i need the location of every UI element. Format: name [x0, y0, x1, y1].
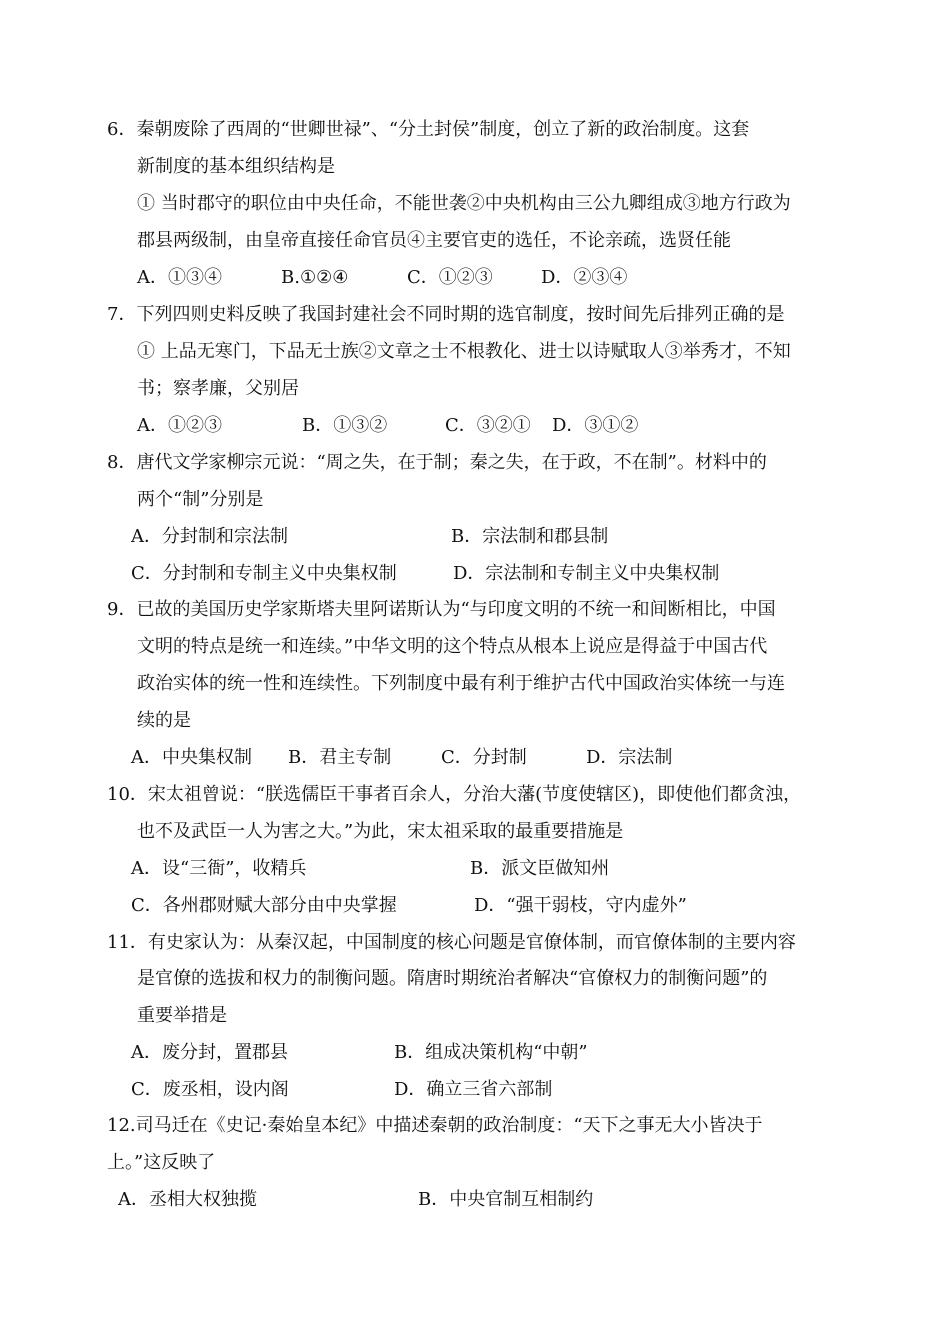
q9-stem-line-3: 政治实体的统一性和连续性。下列制度中最有利于维护古代中国政治实体统一与连	[137, 673, 785, 694]
q10-stem-line-2: 也不及武臣一人为害之大。”为此，宋太祖采取的最重要措施是	[137, 821, 624, 842]
q6-option-d: D．②③④	[541, 267, 628, 288]
q11-option-a: A．废分封，置郡县	[131, 1042, 288, 1063]
q11-stem-line-3: 重要举措是	[137, 1005, 227, 1026]
q7-option-d: D．③①②	[552, 415, 639, 436]
q7-option-a: A．①②③	[137, 415, 222, 436]
q10-stem-line-1: 10．宋太祖曾说：“朕选儒臣干事者百余人，分治大藩(节度使辖区)，即使他们都贪浊，	[107, 784, 802, 805]
q8-stem-line-1: 8．唐代文学家柳宗元说：“周之失，在于制；秦之失，在于政，不在制”。材料中的	[107, 452, 767, 473]
q8-option-b: B．宗法制和郡县制	[451, 526, 609, 547]
q11-option-d: D．确立三省六部制	[394, 1079, 553, 1100]
q6-option-a: A．①③④	[137, 267, 222, 288]
q6-stem-line-2: 新制度的基本组织结构是	[137, 156, 335, 177]
q10-option-b: B．派文臣做知州	[470, 858, 610, 879]
q8-option-c: C．分封制和专制主义中央集权制	[131, 563, 397, 584]
q9-option-a: A．中央集权制	[131, 747, 252, 768]
q7-material-line-2: 书；察孝廉，父别居	[137, 378, 299, 399]
q12-stem-line-1: 12.司马迁在《史记·秦始皇本纪》中描述秦朝的政治制度：“天下之事无大小皆决于	[107, 1115, 763, 1136]
q11-stem-line-2: 是官僚的选拔和权力的制衡问题。隋唐时期统治者解决“官僚权力的制衡问题”的	[137, 968, 768, 989]
q9-option-d: D．宗法制	[586, 747, 673, 768]
q8-stem-line-2: 两个“制”分别是	[137, 489, 264, 510]
q9-stem-line-2: 文明的特点是统一和连续。”中华文明的这个特点从根本上说应是得益于中国古代	[137, 636, 768, 657]
q6-option-c: C．①②③	[407, 267, 493, 288]
q9-stem-line-1: 9．已故的美国历史学家斯塔夫里阿诺斯认为“与印度文明的不统一和间断相比，中国	[107, 599, 776, 620]
q11-stem-line-1: 11．有史家认为：从秦汉起，中国制度的核心问题是官僚体制，而官僚体制的主要内容	[107, 932, 796, 953]
q9-stem-line-4: 续的是	[137, 710, 191, 731]
q12-stem-line-2: 上。”这反映了	[107, 1152, 216, 1173]
q12-option-a: A．丞相大权独揽	[118, 1189, 257, 1210]
q7-option-c: C．③②①	[445, 415, 531, 436]
q10-option-a: A．设“三衙”，收精兵	[131, 858, 307, 879]
q8-option-d: D．宗法制和专制主义中央集权制	[453, 563, 720, 584]
q7-option-b: B．①③②	[302, 415, 388, 436]
q11-option-b: B．组成决策机构“中朝”	[394, 1042, 588, 1063]
q10-option-c: C．各州郡财赋大部分由中央掌握	[131, 895, 397, 916]
q7-material-line-1: ① 上品无寒门，下品无士族②文章之士不根教化、进士以诗赋取人③举秀才，不知	[137, 341, 791, 362]
q6-option-b: B.①②④	[281, 267, 349, 288]
q6-material-line-1: ① 当时郡守的职位由中央任命，不能世袭②中央机构由三公九卿组成③地方行政为	[137, 193, 791, 214]
q10-option-d: D．“强干弱枝，守内虚外”	[474, 895, 687, 916]
q11-option-c: C．废丞相，设内阁	[131, 1079, 289, 1100]
q12-option-b: B．中央官制互相制约	[418, 1189, 594, 1210]
q7-stem-line-1: 7．下列四则史料反映了我国封建社会不同时期的选官制度，按时间先后排列正确的是	[107, 304, 785, 325]
q9-option-c: C．分封制	[441, 747, 527, 768]
q8-option-a: A．分封制和宗法制	[131, 526, 288, 547]
q6-stem-line-1: 6．秦朝废除了西周的“世卿世禄”、“分土封侯”制度，创立了新的政治制度。这套	[107, 119, 750, 140]
q9-option-b: B．君主专制	[288, 747, 392, 768]
q6-material-line-2: 郡县两级制，由皇帝直接任命官员④主要官吏的选任，不论亲疏，选贤任能	[137, 230, 731, 251]
